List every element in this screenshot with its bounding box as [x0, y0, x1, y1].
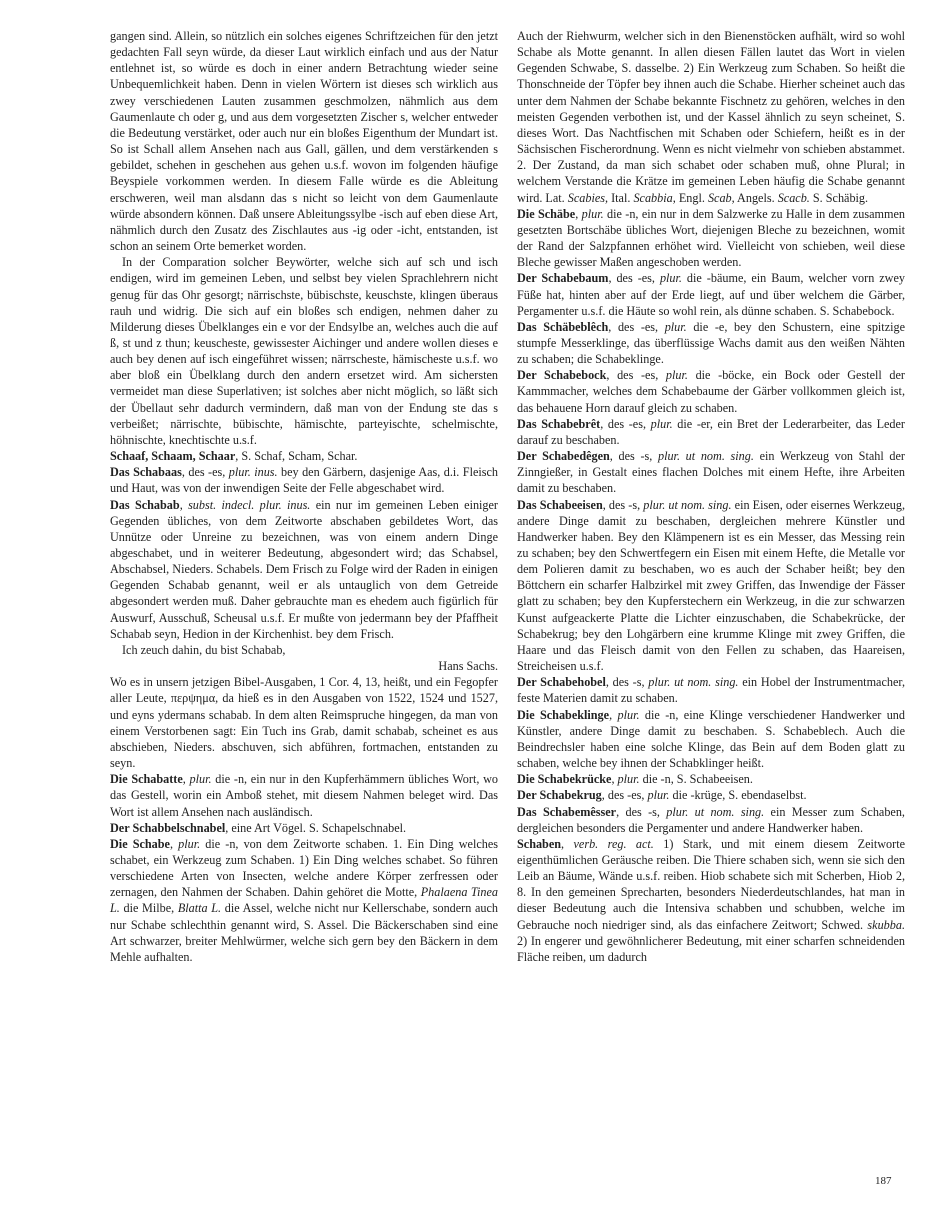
paragraph: [110, 28, 498, 254]
paragraph: [110, 497, 498, 642]
italic-run: plur. ut nom. sing.: [657, 449, 754, 464]
text-run: ,: [182, 772, 190, 787]
text-run: ,: [179, 497, 189, 512]
right-column: [517, 28, 905, 965]
headword: Der Schabbelschnabel: [110, 820, 226, 835]
text-run: ein Hobel der Instrumentmacher, feste Materien damit zu schaben.: [517, 675, 905, 706]
italic-run: Blatta L.: [177, 901, 222, 916]
headword: Das Schabeeisen: [517, 497, 603, 512]
paragraph: [110, 448, 498, 464]
text-run: Ich zeuch dahin, du bist Schabab,: [122, 642, 286, 657]
text-run: , des -es,: [181, 465, 229, 480]
paragraph: [517, 707, 905, 772]
paragraph: [517, 270, 905, 318]
paragraph: [517, 771, 905, 787]
italic-run: Phalaena Tinea L.: [110, 885, 499, 916]
text-run: , des -s,: [602, 497, 644, 512]
text-run: ,: [611, 772, 618, 787]
headword: Der Schabebock: [517, 368, 607, 383]
text-run: Engl.: [675, 190, 708, 205]
italic-run: Scab,: [707, 190, 735, 205]
italic-run: subst. indecl. plur. inus.: [188, 497, 311, 512]
text-run: ,: [575, 206, 582, 221]
text-run: , S. Schaf, Scham, Schar.: [235, 449, 358, 464]
text-run: ,: [561, 836, 574, 851]
paragraph: [110, 464, 498, 496]
text-run: ein Messer zum Schaben, dergleichen besonders die Pergamenter und andere Handwerker haben.: [517, 804, 905, 835]
italic-run: plur.: [617, 772, 640, 787]
text-run: ,: [169, 836, 179, 851]
text-run: die -bäume, ein Baum, welcher vorn zwey Füße hat, hinten aber auf der Erde liegt, auf und über welchem die Gärber, Pergamenter u.s.f. die Häute so wohl rein, als dünne schaben. S. Schabebock.: [517, 271, 905, 318]
paragraph: [517, 836, 905, 965]
paragraph: [110, 771, 498, 819]
paragraph: [517, 497, 905, 675]
paragraph: [110, 674, 498, 771]
text-run: die -böcke, ein Bock oder Gestell der Kammmacher, welches dem Schabebaume der Gärber vollkommen gleich ist, das behauene Horn darauf gleich zu schaben.: [517, 368, 905, 415]
italic-run: plur.: [665, 368, 688, 383]
text-run: ein Eisen, oder eisernes Werkzeug, andere Dinge damit zu beschaben, dergleichen mehrere Künstler und Handwerker haben. Bey den Klämpenern ist es ein Messer, das Messing rein zu schaben; bey den Schwertfegern ein Eisen mit einem Hefte, die Metalle vor dem Polieren damit zu beschaben, wo es auch der Schaber heißt; bey den Böttchern ein scharfer Halbzirkel mit zwey Griffen, das Inwendige der Fässer glatt zu schaben; bey den Kupferstechern ein Werkzeug, in die zur schwarzen Kunst aufgeackerte Platte die Lichter einzuschaben, die Schabekrücke, der Schabekrug; bey den Lohgärbern eine krumme Klinge mit zwey Griffen, die Haare und das Fleisch damit von den Fellen zu schaben, das Haareisen, Streicheisen u.s.f.: [517, 497, 905, 674]
text-run: die -n, von dem Zeitworte schaben. 1. Ein Ding welches schabet, ein Werkzeug zum Schaben. 1) Ein Ding welches schabet. So führen verschiedene Arten von Insecten, welche andere Körper zerfressen oder zernagen, den Nahmen der Schaben. Dahin gehöret die Motte,: [110, 836, 499, 900]
text-run: die -n, eine Klinge verschiedener Handwerker und Künstler, andere Dinge damit zu beschaben. S. Schabeblech. Auch die Beindrechsler haben eine solche Klinge, das Bein auf dem Boden glatt zu schaben, welche bey ihnen der Schabklinger heißt.: [517, 707, 905, 771]
text-run: , des -s,: [616, 804, 667, 819]
italic-run: plur. ut nom. sing.: [648, 675, 739, 690]
italic-run: plur.: [664, 319, 687, 334]
headword: Die Schabatte: [110, 772, 183, 787]
italic-run: plur.: [647, 788, 670, 803]
text-run: ein nur im gemeinen Leben einiger Gegenden übliches, von dem Zeitworte abschaben gebildetes Wort, das Unnütze oder Unreine zu bezeichnen, was von einem andern Dinge abgeschabet, und in weiterer Bedeutung, abgesondert wird; das Schabsel, Abschabsel, Nieders. Schabels. Dem Frisch zu Folge wird der Raden in einigen Gegenden Schabab genannt, weil er als untauglich von dem Getreide abgesondert werden muß. Daher gebrauchte man es ehedem auch figürlich für Auswurf, Ausschuß, Scheusal u.s.f. Er mußte von jedermann bey der Pfaffheit Schabab seyn, Hedion in der Kirchenhist. bey dem Frisch.: [110, 497, 498, 641]
text-run: Ital.: [608, 190, 634, 205]
headword: Der Schabehobel: [517, 675, 606, 690]
italic-run: Scacb.: [777, 190, 810, 205]
paragraph: [517, 448, 905, 496]
paragraph: [517, 804, 905, 836]
text-run: gangen sind. Allein, so nützlich ein solches eigenes Schriftzeichen für den jetzt gedachten Fall seyn würde, da dieser Laut wirklich einfach und aus der Natur entlehnet ist, so würde es doch in einer andern Betrachtung wieder seine Unbequemlichkeit haben. Denn in vielen Wörtern ist dieses sch wirklich aus zwey verschiedenen Lauten zusammen geschmolzen, nähmlich aus dem Gaumenlaute ch oder g, und aus dem vorgesetzten Zischer s, welcher entweder die Bedeutung verstärket, oder auch nur ein bloßes Eigenthum der Mundart ist. So ist Schall allem Ansehen nach aus Gall, gällen, und dem verstärkenden s gebildet, schehen in geschehen aus gehen u.s.f. wovon im folgenden häufige Beyspiele vorkommen werden. In diesem Falle würde es die Ableitung erschweren, weil man alsdann das s nicht so leicht von dem Gaumenlaute würde absondern können. Daß unsere Ableitungssylbe -isch auf eben diese Art, nähmlich durch den Zusatz des Zischlautes aus -ig oder -icht, entstanden, ist schon an seinem Orte bemerket worden.: [110, 29, 498, 254]
text-run: , des -s,: [605, 675, 649, 690]
italic-run: skubba.: [867, 917, 905, 932]
paragraph: [517, 787, 905, 803]
text-run: die Milbe,: [119, 901, 178, 916]
headword: Die Schäbe: [517, 206, 576, 221]
headword: Die Schabeklinge: [517, 707, 610, 722]
headword: Das Schabab: [110, 497, 180, 512]
left-column: [110, 28, 498, 965]
headword: Die Schabekrücke: [517, 772, 612, 787]
text-run: die -er, ein Bret der Lederarbeiter, das Leder darauf zu beschaben.: [517, 416, 905, 447]
italic-run: plur.: [189, 772, 212, 787]
italic-run: Scabies,: [567, 190, 609, 205]
headword: Der Schabedêgen: [517, 449, 610, 464]
text-run: 2) In engerer und gewöhnlicherer Bedeutung, mit einer scharfen schneidenden Fläche reiben, um dadurch: [517, 933, 905, 964]
italic-run: plur.: [617, 707, 640, 722]
text-run: , des -es,: [606, 368, 666, 383]
italic-run: verb. reg. act.: [573, 836, 654, 851]
text-run: ,: [609, 707, 618, 722]
headword: Das Schabebrêt: [517, 416, 601, 431]
italic-run: plur. inus.: [228, 465, 278, 480]
paragraph: [110, 820, 498, 836]
paragraph: [517, 416, 905, 448]
headword: Schaaf, Schaam, Schaar: [110, 449, 236, 464]
headword: Das Schabaas: [110, 465, 182, 480]
paragraph: [110, 254, 498, 448]
text-run: bey den Gärbern, dasjenige Aas, d.i. Fleisch und Haut, was von der inwendigen Seite der Felle abgeschabet wird.: [110, 465, 499, 496]
page-number: 187: [875, 1175, 892, 1187]
text-run: 1) Stark, und mit einem diesem Zeitworte eigenthümlichen Geräusche reiben. Die Thiere schaben sich, wenn sie sich den Leib an Bäume, Wände u.s.f. reiben. Hiob schabete sich mit Scherben, Hiob 2, 8. In den gemeinen Sprecharten, besonders Niederdeutschlandes, hat man in dieser Bedeutung auch die Intensiva schabben und schubben, welche im Gebrauche noch niedriger sind, als das einfachere Zeitwort; Schwed.: [517, 836, 906, 932]
text-run: S. Schäbig.: [809, 190, 869, 205]
text-run: die Assel, welche nicht nur Kellerschabe, sondern auch nur Schabe schlechthin genannt wird, S. Assel. Die Bäckerschaben sind eine Art schwarzer, breiter Mehlwürmer, welche sich gern bey den Bäckern in dem Mehle aufhalten.: [110, 901, 498, 964]
text-run: Wo es in unsern jetzigen Bibel-Ausgaben, 1 Cor. 4, 13, heißt, und ein Fegopfer aller Leute, περψημα, da hieß es in den Ausgaben von 1522, 1524 und 1527, und eyns ydermans schabab. In dem alten Reimspruche hingegen, da man von einem Verstorbenen sagt: Ein Tuch ins Grab, damit schabab, scheinet es aus abschieben, Nieders. abschuven, sich abführen, fortmachen, entstanden zu seyn.: [110, 675, 498, 771]
text-run: , des -es,: [608, 319, 665, 334]
headword: Der Schabekrug: [517, 788, 602, 803]
text-run: die -krüge, S. ebendaselbst.: [669, 788, 807, 803]
text-run: die -n, ein nur in den Kupferhämmern übliches Wort, wo das Gestell, worin ein Amboß stehet, mit diesem Nahmen beleget wird. Das Wort ist allem Ansehen nach ausländisch.: [110, 772, 498, 819]
paragraph: [517, 367, 905, 415]
italic-run: plur.: [650, 416, 673, 431]
text-run: , des -es,: [608, 271, 660, 286]
text-run: die -n, ein nur in dem Salzwerke zu Halle in dem zusammen gesetzten Bortschäbe übliches Wort, diejenigen Bleche zu bezeichnen, womit der Rand der Salzpfannen erhöhet wird. Vielleicht von schieben, weil diese Bleche gewisser Maßen angeschoben werden.: [517, 206, 906, 270]
text-run: , des -s,: [609, 449, 658, 464]
italic-run: plur. ut nom. sing.: [643, 497, 732, 512]
text-run: die -n, S. Schabeeisen.: [639, 772, 753, 787]
paragraph: [517, 28, 905, 206]
text-run: Angels.: [734, 190, 778, 205]
italic-run: plur.: [581, 206, 604, 221]
paragraph: [110, 836, 498, 965]
paragraph: [517, 674, 905, 706]
italic-run: Scabbia,: [633, 190, 676, 205]
text-run: , des -es,: [600, 416, 651, 431]
headword: Die Schabe: [110, 836, 170, 851]
text-run: ein Werkzeug von Stahl der Zinngießer, in Gestalt eines flachen Dolches mit einem Hefte, ihre Arbeiten damit zu beschaben.: [517, 449, 905, 496]
headword: Schaben: [517, 836, 562, 851]
headword: Das Schäbeblêch: [517, 319, 609, 334]
italic-run: plur.: [659, 271, 682, 286]
paragraph: [110, 658, 498, 674]
text-run: In der Comparation solcher Beywörter, welche sich auf sch und isch endigen, wird im gemeinen Leben, und selbst bey vielen Sprachlehrern nicht genug für das Ohr gesorgt; närrischste, bübischste, keuschste, klingen überaus rauh und widrig. Die sich auf ein bloßes sch endigen, nehmen daher zu Milderung dieses Übelklanges ein e vor der Endsylbe an, welches auch die auf ß, st und z thun; keuscheste, gewissester Aichinger und andere wollen dieses e auch bey denen auf isch eingeführet wissen; närrscheste, hämischeste u.s.f. wo aber bloß ein Übelklang durch den andern ersetzet wird. Am sichersten vermeidet man diese Superlativen; ist solches aber nicht möglich, so läßt sich der Übellaut sehr dadurch vermindern, daß man von der Endung ste das s verbeißet; närrischte, bübischte, hämischte, parteyischte, schelmischte, höhnischte, knechtischte u.s.f.: [110, 255, 498, 447]
paragraph: [110, 642, 498, 658]
text-run: Auch der Riehwurm, welcher sich in den Bienenstöcken aufhält, wird so wohl Schabe als Motte genannt. In allen diesen Fällen lautet das Wort in vielen Gegenden Schwabe, S. dasselbe. 2) Ein Werkzeug zum Schaben. So heißt die Thonschneide der Töpfer bey ihnen auch die Schabe. Hierher scheinet auch das unter dem Nahmen der Schabe bekannte Fischnetz zu gehören, welches in den meisten Gegenden verbothen ist, und der Kassel ähnlich zu seyn scheinet, S. dieses Wort. Das Nachtfischen mit Schaben oder Schiefern, heißt es in der Sächsischen Fischerordnung. Wenn es nicht vielmehr von schieben abstammet. 2. Der Zustand, da man sich schabet oder schaben muß, ohne Plural; in welchem Verstande die Krätze im gemeinen Leben häufig die Schabe genannt wird. Lat.: [517, 29, 905, 205]
text-run: , des -es,: [601, 788, 648, 803]
headword: Der Schabebaum: [517, 271, 609, 286]
headword: Das Schabemêsser: [517, 804, 617, 819]
italic-run: plur. ut nom. sing.: [666, 804, 765, 819]
paragraph: [517, 206, 905, 271]
text-run: die -e, bey den Schustern, eine spitzige stumpfe Messerklinge, das überflüssige Wachs damit aus den weißen Nähten zu schaben; die Schabeklinge.: [517, 319, 905, 367]
paragraph: [517, 319, 905, 367]
text-run: , eine Art Vögel. S. Schapelschnabel.: [225, 820, 407, 835]
italic-run: plur.: [178, 836, 201, 851]
text-run: Hans Sachs.: [438, 659, 498, 674]
